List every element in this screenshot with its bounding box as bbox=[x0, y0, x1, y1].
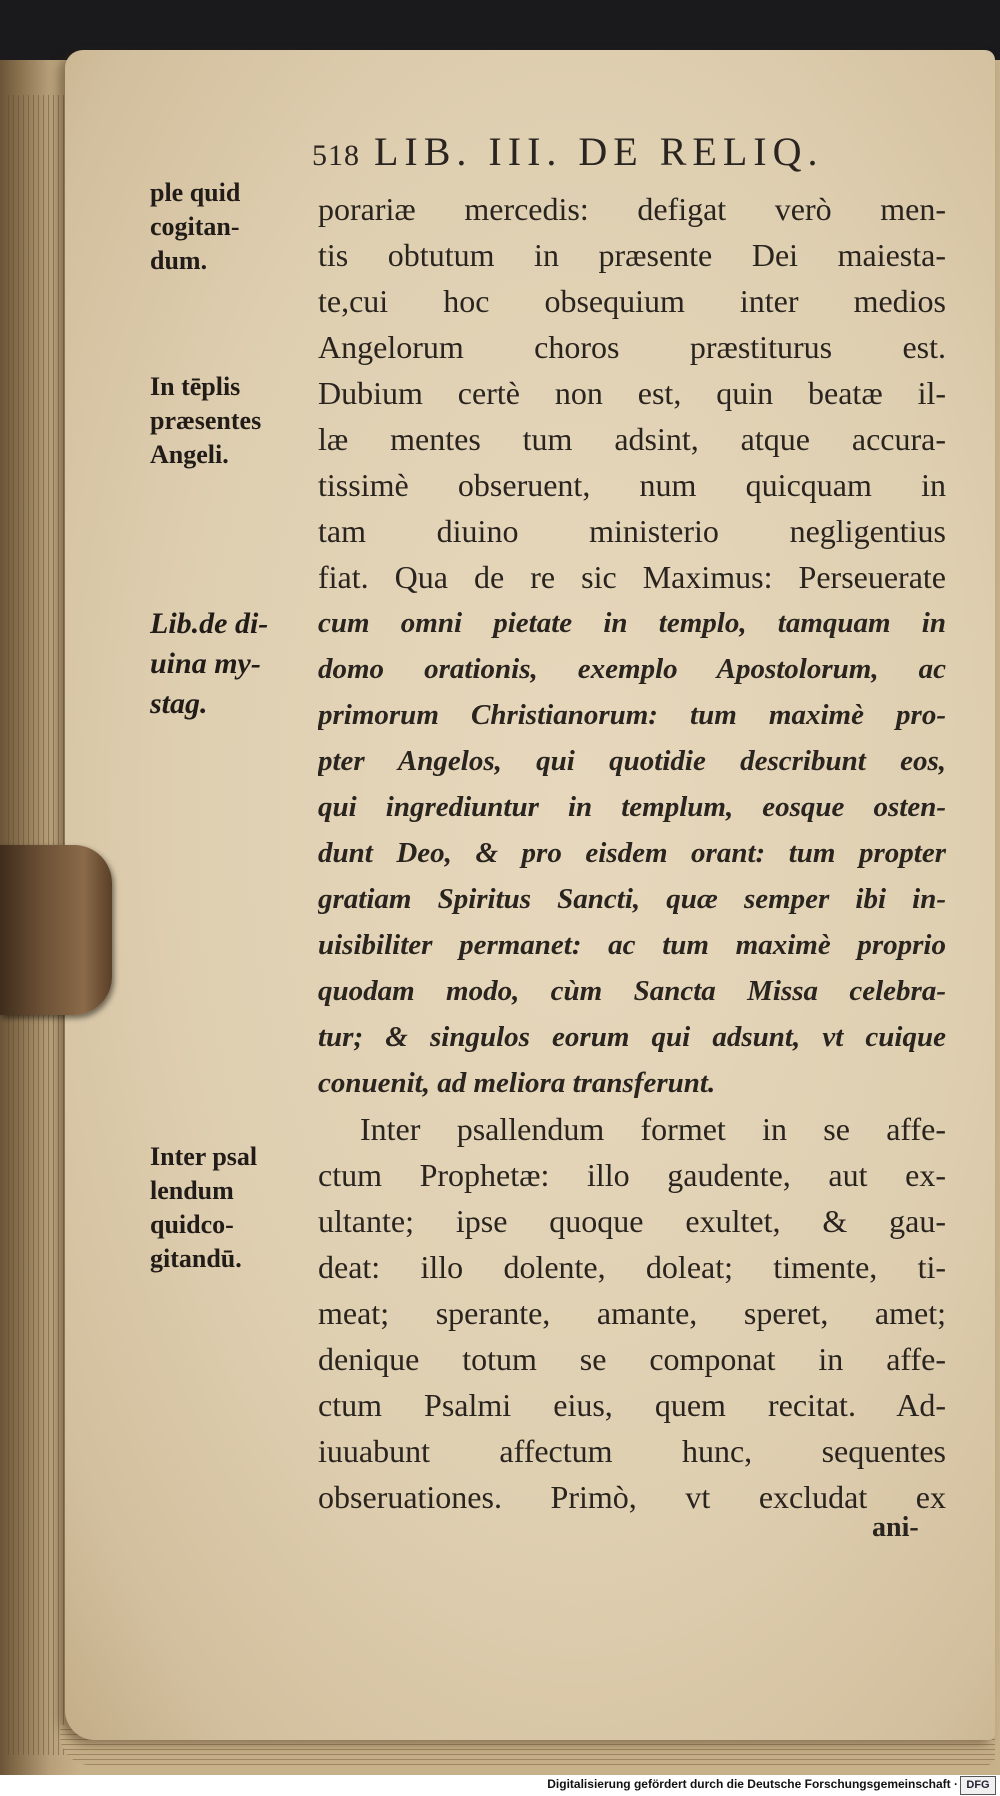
margin-note-angeli bbox=[150, 370, 310, 472]
text-line: porariæ mercedis: defigat verò men- bbox=[318, 191, 946, 227]
text-line: meat; sperante, amante, speret, amet; bbox=[318, 1295, 946, 1331]
text-line: obseruationes. Primò, vt excludat ex bbox=[318, 1479, 946, 1515]
text-line: tis obtutum in præsente Dei maiesta- bbox=[318, 237, 946, 273]
margin-note-line: cogitan- bbox=[150, 212, 240, 241]
text-line: læ mentes tum adsint, atque accura- bbox=[318, 421, 946, 457]
margin-note-line: præsentes bbox=[150, 406, 262, 435]
quote-line: dunt Deo, & pro eisdem orant: tum propter bbox=[318, 837, 946, 869]
text-line: tam diuino ministerio negligentius bbox=[318, 513, 946, 549]
margin-note-line: In tēplis bbox=[150, 372, 241, 401]
margin-note-line: gitandū. bbox=[150, 1244, 242, 1273]
text-line: te,cui hoc obsequium inter medios bbox=[318, 283, 946, 319]
quote-line: pter Angelos, qui quotidie describunt eos, bbox=[318, 745, 946, 777]
quote-line: primorum Christianorum: tum maximè pro- bbox=[318, 699, 946, 731]
margin-note-psallendum bbox=[150, 1140, 310, 1276]
text-line: fiat. Qua de re sic Maximus: Perseuerate bbox=[318, 559, 946, 595]
dfg-logo-icon: DFG bbox=[960, 1776, 996, 1795]
text-line: Angelorum choros præstiturus est. bbox=[318, 329, 946, 365]
text-line: iuuabunt affectum hunc, sequentes bbox=[318, 1433, 946, 1469]
text-line: deat: illo dolente, doleat; timente, ti- bbox=[318, 1249, 946, 1285]
page-number: 518 bbox=[312, 139, 360, 172]
running-title: LIB. III. DE RELIQ. bbox=[374, 129, 824, 174]
quote-line: quodam modo, cùm Sancta Missa celebra- bbox=[318, 975, 946, 1007]
margin-note-line: quidco- bbox=[150, 1210, 234, 1239]
digitization-footer bbox=[0, 1775, 1000, 1796]
body-text bbox=[318, 186, 946, 1520]
text-line: ultante; ipse quoque exultet, & gau- bbox=[318, 1203, 946, 1239]
footer-credit: Digitalisierung gefördert durch die Deutsche Forschungsgemeinschaft · bbox=[547, 1777, 958, 1791]
margin-note-line: Inter psal bbox=[150, 1142, 258, 1171]
quote-line: conuenit, ad meliora transferunt. bbox=[318, 1067, 716, 1099]
margin-note-line: stag. bbox=[150, 687, 208, 720]
quote-line: qui ingrediuntur in templum, eosque osten- bbox=[318, 791, 946, 823]
margin-note-line: Angeli. bbox=[150, 440, 229, 469]
running-header bbox=[312, 128, 932, 175]
quote-line: tur; & singulos eorum qui adsunt, vt cuique bbox=[318, 1021, 946, 1053]
quote-line: gratiam Spiritus Sancti, quæ semper ibi in- bbox=[318, 883, 946, 915]
margin-note-line: lendum bbox=[150, 1176, 234, 1205]
text-line: denique totum se componat in affe- bbox=[318, 1341, 946, 1377]
margin-note-line: dum. bbox=[150, 246, 208, 275]
margin-note-line: uina my- bbox=[150, 647, 261, 680]
book-clasp bbox=[0, 845, 112, 1015]
quote-line: domo orationis, exemplo Apostolorum, ac bbox=[318, 653, 946, 685]
catchword: ani- bbox=[872, 1512, 919, 1543]
quote-line: uisibiliter permanet: ac tum maximè proprio bbox=[318, 929, 946, 961]
text-line: ctum Psalmi eius, quem recitat. Ad- bbox=[318, 1387, 946, 1423]
text-line: Dubium certè non est, quin beatæ il- bbox=[318, 375, 946, 411]
text-line: ctum Prophetæ: illo gaudente, aut ex- bbox=[318, 1157, 946, 1193]
margin-note-line: Lib.de di- bbox=[150, 607, 269, 640]
margin-note-line: ple quid bbox=[150, 178, 241, 207]
text-line: tissimè obseruent, num quicquam in bbox=[318, 467, 946, 503]
margin-note-cogitandum bbox=[150, 176, 310, 278]
text-line: Inter psallendum formet in se affe- bbox=[360, 1111, 946, 1147]
margin-note-source bbox=[150, 604, 310, 724]
quote-line: cum omni pietate in templo, tamquam in bbox=[318, 607, 946, 639]
